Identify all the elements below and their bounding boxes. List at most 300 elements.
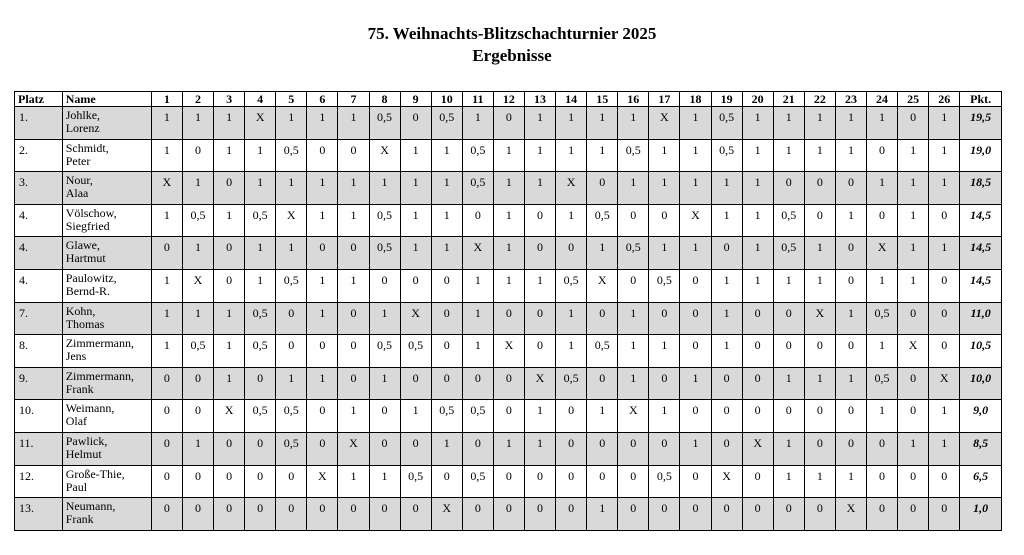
player-name-line1: Schmidt, [65,140,109,155]
result-cell: 1 [338,204,369,237]
result-cell: 1 [898,139,929,172]
result-cell: 1 [524,269,555,302]
result-cell: 0 [431,302,462,335]
result-cell: 0 [618,465,649,498]
table-row [15,204,1002,237]
result-cell: 0 [742,335,773,368]
result-cell: 0 [773,172,804,205]
result-cell: 1 [338,269,369,302]
result-cell: X [245,107,276,140]
result-cell: 0 [151,432,182,465]
result-cell: 1 [898,172,929,205]
result-cell: 0 [804,432,835,465]
result-cell: X [524,367,555,400]
result-cell: 0 [400,498,431,531]
result-cell: 1 [835,139,866,172]
col-header-round-19: 19 [711,92,742,107]
result-cell: 0,5 [245,335,276,368]
result-cell: X [307,465,338,498]
player-name-line2: Hartmut [65,251,106,266]
result-cell: 0,5 [556,367,587,400]
result-cell: 1 [462,335,493,368]
result-cell: 1 [773,269,804,302]
result-cell: 0,5 [182,204,213,237]
result-cell: 0 [214,237,245,270]
result-cell: 1 [151,139,182,172]
player-name-line1: Johlke, [65,108,101,122]
result-cell: X [867,237,898,270]
result-cell: 0,5 [245,302,276,335]
result-cell: 0,5 [369,107,400,140]
result-cell: 0 [307,139,338,172]
player-name-cell [62,432,151,465]
result-cell: 1 [618,302,649,335]
result-cell: 1 [151,204,182,237]
result-cell: 1 [680,107,711,140]
result-cell: 1 [711,269,742,302]
result-cell: 0 [431,269,462,302]
result-cell: 0 [556,400,587,433]
result-cell: 0 [556,432,587,465]
result-cell: 0 [649,302,680,335]
col-header-name: Name [62,92,151,107]
result-cell: 1 [151,335,182,368]
result-cell: X [493,335,524,368]
result-cell: 0 [898,367,929,400]
result-cell: 0 [742,465,773,498]
result-cell: 0 [338,335,369,368]
result-cell: 0 [338,237,369,270]
result-cell: 0 [680,400,711,433]
result-cell: 0 [649,498,680,531]
table-row [15,432,1002,465]
result-cell: 0 [835,172,866,205]
col-header-round-9: 9 [400,92,431,107]
col-header-round-4: 4 [245,92,276,107]
result-cell: 0 [711,400,742,433]
table-row [15,367,1002,400]
points-cell: 14,5 [960,269,1002,302]
platz-cell: 8. [15,335,63,368]
col-header-round-15: 15 [587,92,618,107]
result-cell: 0 [462,204,493,237]
header-row [15,92,1002,107]
result-cell: 0 [773,400,804,433]
result-cell: 0 [182,498,213,531]
result-cell: 1 [898,204,929,237]
result-cell: 1 [214,302,245,335]
player-name-cell [62,367,151,400]
result-cell: 0 [400,367,431,400]
col-header-round-1: 1 [151,92,182,107]
player-name-cell [62,204,151,237]
result-cell: 0,5 [400,335,431,368]
platz-cell: 11. [15,432,63,465]
player-name-line2: Frank [65,512,94,527]
result-cell: X [276,204,307,237]
result-cell: X [369,139,400,172]
result-cell: 0 [182,400,213,433]
result-cell: 0,5 [556,269,587,302]
result-cell: 0,5 [245,204,276,237]
result-cell: 1 [369,172,400,205]
table-row [15,237,1002,270]
points-cell: 8,5 [960,432,1002,465]
result-cell: 1 [804,465,835,498]
result-cell: 0 [214,498,245,531]
player-name-line1: Zimmermann, [65,368,135,383]
result-cell: 0 [711,367,742,400]
result-cell: 1 [400,237,431,270]
result-cell: 1 [493,172,524,205]
result-cell: 0 [556,498,587,531]
result-cell: 0 [680,498,711,531]
points-cell: 14,5 [960,237,1002,270]
result-cell: 0 [929,302,960,335]
col-header-round-26: 26 [929,92,960,107]
result-cell: 0 [835,400,866,433]
result-cell: 0 [493,498,524,531]
result-cell: 0 [587,172,618,205]
result-cell: 1 [773,465,804,498]
result-cell: 1 [867,107,898,140]
result-cell: 1 [556,335,587,368]
col-header-round-25: 25 [898,92,929,107]
result-cell: 1 [867,400,898,433]
result-cell: 1 [431,237,462,270]
result-cell: 0 [587,367,618,400]
player-name-line2: Frank [65,381,94,396]
player-name-line2: Alaa [65,186,89,201]
result-cell: 0 [307,498,338,531]
result-cell: 1 [587,498,618,531]
points-cell: 6,5 [960,465,1002,498]
result-cell: 1 [742,237,773,270]
result-cell: 0 [804,204,835,237]
page-title: 75. Weihnachts-Blitzschachturnier 2025 [367,24,657,43]
player-name-line1: Zimmermann, [65,336,135,351]
result-cell: 1 [649,335,680,368]
result-cell: 0 [369,400,400,433]
result-cell: 0 [929,335,960,368]
table-row [15,400,1002,433]
result-cell: 1 [804,139,835,172]
result-cell: 1 [898,237,929,270]
result-cell: X [182,269,213,302]
result-cell: 0 [338,367,369,400]
result-cell: 1 [680,172,711,205]
points-cell: 1,0 [960,498,1002,531]
result-cell: 1 [462,107,493,140]
result-cell: 1 [276,367,307,400]
result-cell: 1 [556,139,587,172]
result-cell: 0 [493,465,524,498]
platz-cell: 4. [15,237,63,270]
result-cell: 1 [742,204,773,237]
result-cell: 0,5 [773,204,804,237]
result-cell: 1 [307,367,338,400]
result-cell: 1 [618,107,649,140]
result-cell: 1 [711,204,742,237]
player-name-line1: Kohn, [65,303,96,318]
result-cell: 0 [524,498,555,531]
result-cell: 1 [245,237,276,270]
player-name-line2: Thomas [65,316,105,331]
result-cell: 0,5 [462,139,493,172]
result-cell: 1 [649,139,680,172]
result-cell: 1 [338,172,369,205]
result-cell: 0 [245,432,276,465]
result-cell: 1 [524,432,555,465]
result-cell: 1 [524,139,555,172]
result-cell: 0 [618,498,649,531]
result-cell: 0,5 [649,269,680,302]
result-cell: 0 [867,465,898,498]
result-cell: 0 [867,498,898,531]
result-cell: 0 [898,465,929,498]
table-row [15,139,1002,172]
player-name-line2: Lorenz [65,121,100,135]
table-row [15,269,1002,302]
result-cell: 0 [462,432,493,465]
result-cell: 0,5 [462,400,493,433]
result-cell: 1 [276,172,307,205]
player-name-cell [62,237,151,270]
result-cell: 0 [338,302,369,335]
result-cell: 1 [493,432,524,465]
platz-cell: 2. [15,139,63,172]
result-cell: 0 [711,432,742,465]
result-cell: 0 [524,465,555,498]
result-cell: 1 [245,172,276,205]
result-cell: 1 [867,335,898,368]
result-cell: 0 [835,432,866,465]
result-cell: 1 [556,107,587,140]
player-name-cell [62,498,151,531]
result-cell: 0 [431,335,462,368]
result-cell: 0 [929,465,960,498]
col-header-round-10: 10 [431,92,462,107]
result-cell: 1 [369,367,400,400]
result-cell: 1 [680,432,711,465]
result-cell: 0,5 [369,204,400,237]
table-row [15,335,1002,368]
result-cell: 1 [214,107,245,140]
result-cell: 0 [182,367,213,400]
result-cell: 0 [898,107,929,140]
result-cell: 1 [773,107,804,140]
result-cell: 0 [773,302,804,335]
platz-cell: 12. [15,465,63,498]
result-cell: 1 [587,400,618,433]
result-cell: 1 [431,432,462,465]
result-cell: 1 [556,204,587,237]
result-cell: 0 [369,432,400,465]
result-cell: X [618,400,649,433]
result-cell: 1 [151,302,182,335]
result-cell: 1 [245,139,276,172]
player-name-line1: Neumann, [65,499,116,514]
result-cell: 0 [400,107,431,140]
points-cell: 10,0 [960,367,1002,400]
col-header-round-13: 13 [524,92,555,107]
result-cell: 1 [773,367,804,400]
result-cell: 0 [245,498,276,531]
result-cell: 1 [898,269,929,302]
result-cell: 1 [307,107,338,140]
result-cell: 1 [182,302,213,335]
col-header-round-8: 8 [369,92,400,107]
result-cell: 0 [182,465,213,498]
result-cell: 0 [214,465,245,498]
result-cell: 1 [929,139,960,172]
result-cell: 1 [462,269,493,302]
col-header-round-18: 18 [680,92,711,107]
result-cell: 0 [680,302,711,335]
result-cell: 0,5 [711,107,742,140]
result-cell: 1 [773,432,804,465]
result-cell: 0,5 [587,204,618,237]
platz-cell: 9. [15,367,63,400]
result-cell: 0,5 [649,465,680,498]
result-cell: 0 [649,204,680,237]
result-cell: 0 [151,400,182,433]
player-name-cell [62,107,151,140]
result-cell: 1 [276,107,307,140]
result-cell: 1 [587,107,618,140]
result-cell: 1 [493,237,524,270]
player-name-cell [62,139,151,172]
result-cell: 0 [214,432,245,465]
result-cell: 1 [182,107,213,140]
result-cell: 1 [151,269,182,302]
result-cell: 0 [680,335,711,368]
player-name-line2: Olaf [65,414,88,429]
result-cell: 0,5 [773,237,804,270]
result-cell: 0 [804,498,835,531]
col-header-round-24: 24 [867,92,898,107]
result-cell: 0 [587,465,618,498]
result-cell: 0,5 [431,400,462,433]
player-name-line2: Paul [65,479,88,494]
result-cell: 0 [835,269,866,302]
result-cell: 0 [276,302,307,335]
result-cell: 1 [929,432,960,465]
result-cell: 1 [307,172,338,205]
result-cell: 0 [431,465,462,498]
result-cell: 0 [680,465,711,498]
result-cell: 1 [587,237,618,270]
col-header-round-16: 16 [618,92,649,107]
col-header-round-21: 21 [773,92,804,107]
result-cell: 0 [276,335,307,368]
result-cell: 1 [929,172,960,205]
result-cell: 1 [369,302,400,335]
result-cell: 1 [711,335,742,368]
result-cell: 1 [587,139,618,172]
platz-cell: 4. [15,204,63,237]
result-cell: 0 [711,498,742,531]
points-cell: 14,5 [960,204,1002,237]
result-cell: 1 [214,367,245,400]
result-cell: 0 [742,498,773,531]
player-name-line2: Peter [65,153,91,168]
player-name-line1: Weimann, [65,401,115,416]
result-cell: 1 [867,269,898,302]
result-cell: 1 [680,139,711,172]
result-cell: 0,5 [369,335,400,368]
player-name-cell [62,335,151,368]
result-cell: X [929,367,960,400]
result-cell: 0 [182,139,213,172]
result-cell: 0 [898,498,929,531]
result-cell: 1 [400,172,431,205]
result-cell: 0 [338,498,369,531]
result-cell: 1 [742,107,773,140]
platz-cell: 10. [15,400,63,433]
result-cell: 1 [245,269,276,302]
result-cell: 0 [556,465,587,498]
result-cell: 0,5 [276,269,307,302]
points-cell: 19,5 [960,107,1002,140]
result-cell: 1 [431,172,462,205]
result-cell: 0 [618,269,649,302]
player-name-line1: Völschow, [65,205,117,220]
result-cell: 1 [742,269,773,302]
result-cell: 1 [493,204,524,237]
result-cell: 0 [245,465,276,498]
result-cell: 0,5 [245,400,276,433]
col-header-round-5: 5 [276,92,307,107]
platz-cell: 13. [15,498,63,531]
result-cell: 0,5 [276,432,307,465]
result-cell: 1 [462,302,493,335]
points-cell: 19,0 [960,139,1002,172]
result-cell: 0 [742,302,773,335]
results-table [14,91,1002,531]
result-cell: 0 [649,432,680,465]
result-cell: 1 [214,139,245,172]
result-cell: 0 [587,302,618,335]
table-row [15,465,1002,498]
result-cell: 0 [245,367,276,400]
col-header-round-20: 20 [742,92,773,107]
result-cell: 1 [742,172,773,205]
result-cell: 0 [929,498,960,531]
result-cell: 1 [680,237,711,270]
result-cell: 1 [804,367,835,400]
result-cell: 1 [276,237,307,270]
result-cell: X [338,432,369,465]
result-cell: 0 [898,400,929,433]
result-cell: 0 [867,432,898,465]
player-name-cell [62,172,151,205]
result-cell: 1 [524,400,555,433]
col-header-round-2: 2 [182,92,213,107]
result-cell: 1 [618,172,649,205]
result-cell: X [898,335,929,368]
player-name-line2: Bernd-R. [65,283,111,298]
result-cell: 0 [835,335,866,368]
player-name-line2: Helmut [65,446,102,461]
result-cell: X [742,432,773,465]
result-cell: 1 [929,237,960,270]
result-cell: 0 [835,237,866,270]
result-cell: 1 [400,400,431,433]
col-header-round-7: 7 [338,92,369,107]
result-cell: 0 [307,335,338,368]
result-cell: 1 [929,400,960,433]
